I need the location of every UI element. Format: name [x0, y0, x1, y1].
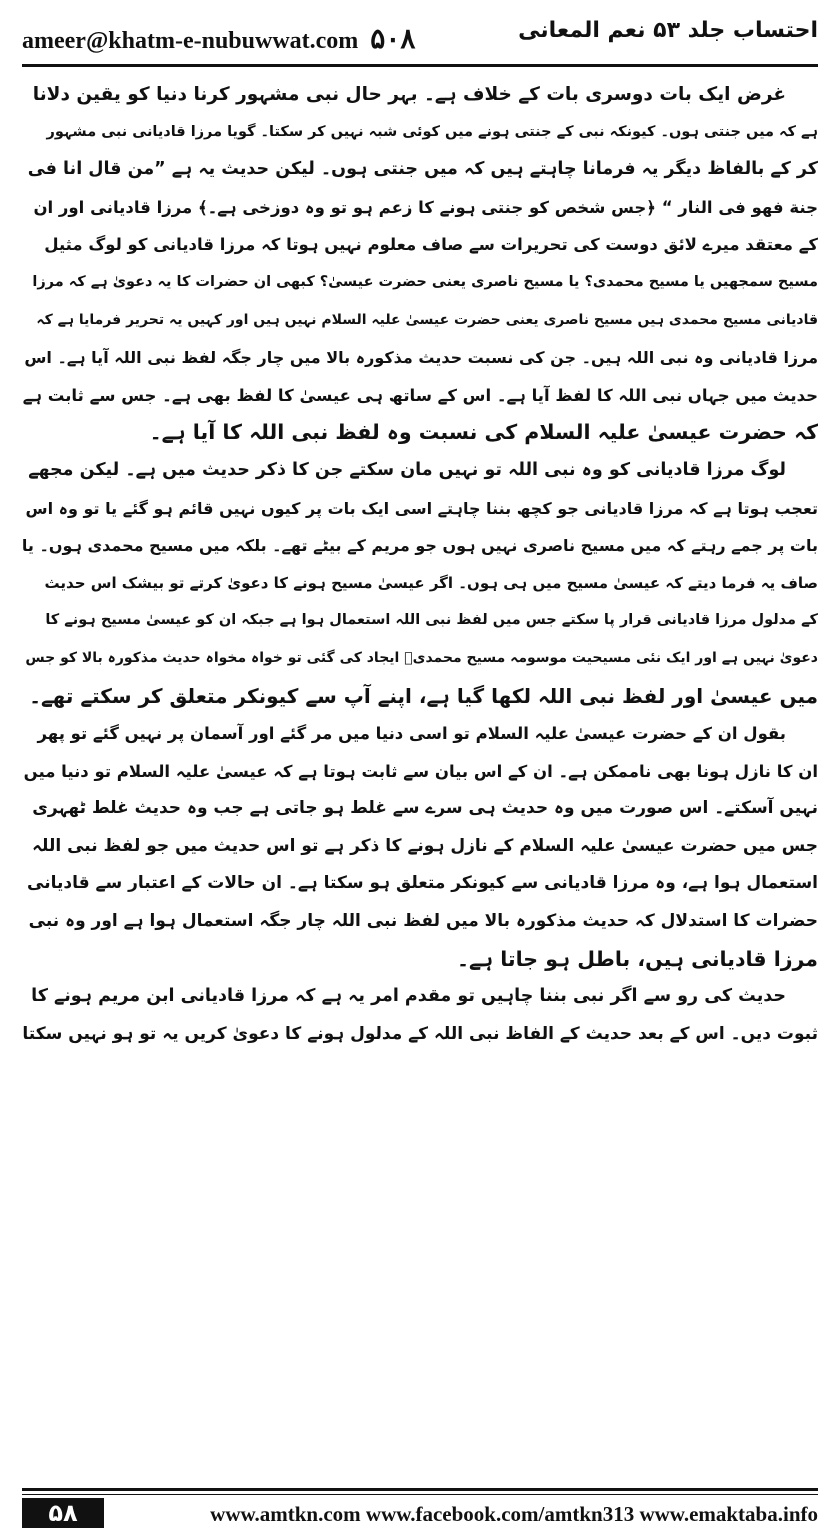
footer-links: www.amtkn.com www.facebook.com/amtkn313 www.emaktaba.info	[210, 1502, 818, 1526]
text-line: مرزا قادیانی ہیں، باطل ہو جاتا ہے۔	[457, 946, 818, 971]
text-line: کے معتقد میرے لائق دوست کی تحریرات سے صاف معلوم نہیں ہوتا کہ مرزا قادیانی کو لوگ مثیل	[44, 235, 818, 255]
text-line: کہ حضرت عیسیٰ علیہ السلام کی نسبت وہ لفظ نبی اللہ کا آیا ہے۔	[149, 420, 818, 445]
text-line: نہیں آسکتے۔ اس صورت میں وہ حدیث ہی سرے سے غلط ہو جاتی ہے جب وہ حدیث غلط ٹھہری	[32, 798, 818, 819]
text-line: حدیث میں جہاں نبی اللہ کا لفظ آیا ہے۔ اس کے ساتھ ہی عیسیٰ کا لفظ بھی ہے۔ جس سے ثابت ہے	[22, 385, 818, 405]
header-rule	[22, 64, 818, 67]
text-line: بات پر جمے رہتے کہ میں مسیح ناصری نہیں ہوں جو مریم کے بیٹے تھے۔ بلکہ میں مسیح محمدی ہوں۔ یا	[22, 536, 818, 556]
text-line: صاف یہ فرما دیتے کہ عیسیٰ مسیح میں ہی ہوں۔ اگر عیسیٰ مسیح ہونے کا دعویٰ کرتے تو بیشک اس حدیث	[44, 573, 818, 592]
text-line: قادیانی مسیح محمدی ہیں مسیح ناصری یعنی حضرت عیسیٰ علیہ السلام نہیں ہیں اور کہیں یہ تحریر فرمایا ہے کہ	[36, 311, 818, 328]
text-line: میں عیسیٰ اور لفظ نبی اللہ لکھا گیا ہے، اپنے آپ سے کیونکر متعلق کر سکتے تھے۔	[29, 683, 818, 708]
header-email: ameer@khatm-e-nubuwwat.com	[22, 28, 359, 54]
text-line: کر کے بالفاظ دیگر یہ فرمانا چاہتے ہیں کہ میں جنتی ہوں۔ لیکن حدیث یہ ہے ”من قال انا فی	[27, 159, 818, 180]
text-line: دعویٰ نہیں ہے اور ایک نئی مسیحیت موسومہ مسیح محمدیؐ ایجاد کی گئی تو خواہ مخواہ حدیث مذکورہ بالا کو جس	[25, 649, 818, 666]
text-line: استعمال ہوا ہے، وہ مرزا قادیانی سے کیونکر متعلق ہو سکتا ہے۔ ان حالات کے اعتبار سے قادیانی	[27, 873, 818, 894]
text-line: تعجب ہوتا ہے کہ مرزا قادیانی جو کچھ بننا چاہتے اسی ایک بات پر کیوں نہیں قائم ہو گئے یا تو وہ اس	[25, 498, 818, 518]
text-line: ثبوت دیں۔ اس کے بعد حدیث کے الفاظ نبی اللہ کے مدلول ہونے کا دعویٰ کریں یہ تو ہو نہیں سکتا	[22, 1023, 818, 1044]
footer-page-number: ۵۸	[22, 1498, 104, 1528]
page-header	[22, 8, 818, 66]
text-line: جنة فھو فی النار “ ﴿جس شخص کو جنتی ہونے کا زعم ہو تو وہ دوزخی ہے۔﴾ مرزا قادیانی اور ان	[33, 197, 818, 217]
body-text	[22, 76, 818, 1053]
text-line: کے مدلول مرزا قادیانی قرار پا سکتے جس میں لفظ نبی اللہ استعمال ہوا ہے جبکہ ان کو عیسیٰ مسیح ہونے کا	[45, 612, 818, 629]
text-line: ان کا نازل ہونا بھی ناممکن ہے۔ ان کے اس بیان سے ثابت ہوتا ہے کہ عیسیٰ علیہ السلام تو دنیا میں	[23, 761, 818, 781]
page-footer	[22, 1488, 818, 1528]
text-line: لوگ مرزا قادیانی کو وہ نبی اللہ تو نہیں مان سکتے جن کا ذکر حدیث میں ہے۔ لیکن مجھے	[28, 459, 786, 480]
text-line: ہے کہ میں جنتی ہوں۔ کیونکہ نبی کے جنتی ہونے میں کوئی شبہ نہیں کر سکتا۔ گویا مرزا قادیانی نبی مشہور	[46, 123, 818, 140]
header-book-title: احتساب جلد ۵۳ نعم المعانی	[518, 18, 818, 43]
footer-rule	[22, 1488, 818, 1491]
text-line: جس میں حضرت عیسیٰ علیہ السلام کے نازل ہونے کا ذکر ہے تو اس حدیث میں جو لفظ نبی اللہ	[32, 835, 818, 856]
text-line: مسیح سمجھیں یا مسیح محمدی؟ یا مسیح ناصری یعنی حضرت عیسیٰ؟ کبھی ان حضرات کا یہ دعویٰ ہے کہ مرزا	[32, 273, 818, 290]
footer-rule-thin	[22, 1494, 818, 1495]
text-line: غرض ایک بات دوسری بات کے خلاف ہے۔ بہر حال نبی مشہور کرنا دنیا کو یقین دلانا	[32, 84, 786, 105]
header-left	[22, 22, 415, 56]
header-page-number: ۵۰۸	[370, 24, 416, 55]
text-line: مرزا قادیانی وہ نبی اللہ ہیں۔ جن کی نسبت حدیث مذکورہ بالا میں چار جگہ لفظ نبی اللہ آیا ہے۔ اس	[24, 348, 818, 368]
text-line: حدیث کی رو سے اگر نبی بننا چاہیں تو مقدم امر یہ ہے کہ مرزا قادیانی ابن مریم ہونے کا	[31, 986, 786, 1007]
text-line: حضرات کا استدلال کہ حدیث مذکورہ بالا میں لفظ نبی اللہ چار جگہ استعمال ہوا ہے اور وہ نبی	[28, 911, 818, 932]
text-line: بقول ان کے حضرت عیسیٰ علیہ السلام تو اسی دنیا میں مر گئے اور آسمان پر نہیں گئے تو پھر	[37, 724, 786, 744]
